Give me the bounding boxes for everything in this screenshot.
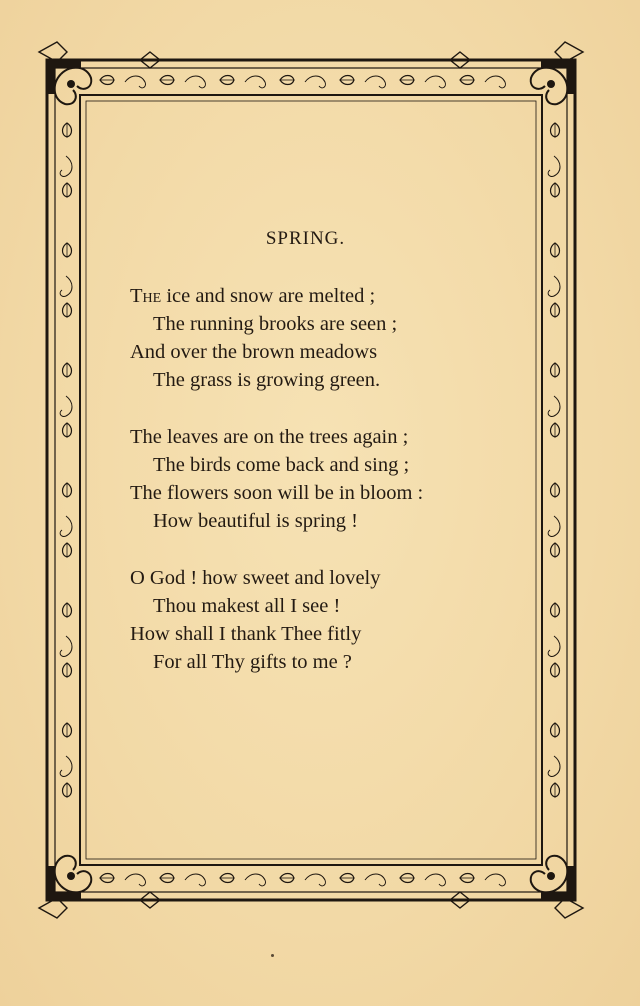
stanza-1-line-1 xyxy=(130,286,375,307)
stanza-3-line-1: O God ! how sweet and lovely xyxy=(130,567,381,589)
drop-word: The xyxy=(130,285,162,307)
stanza-1-line-2: The running brooks are seen ; xyxy=(153,313,398,335)
stanza-2-line-3: The flowers soon will be in bloom : xyxy=(130,482,424,504)
page-mark xyxy=(271,954,274,957)
stanza-1-line-3: And over the brown meadows xyxy=(130,341,378,363)
stanza-1-line-4: The grass is growing green. xyxy=(153,369,381,391)
stanza-2-line-2: The birds come back and sing ; xyxy=(153,454,410,476)
stanza-3-line-4: For all Thy gifts to me ? xyxy=(153,651,352,673)
stanza-3-line-3: How shall I thank Thee fitly xyxy=(130,623,362,645)
poem-title: SPRING. xyxy=(265,228,346,249)
stanza-2-line-4: How beautiful is spring ! xyxy=(153,510,358,532)
line-text: ice and snow are melted ; xyxy=(161,285,376,307)
stanza-2-line-1: The leaves are on the trees again ; xyxy=(130,426,409,448)
stanza-3-line-2: Thou makest all I see ! xyxy=(153,595,341,617)
